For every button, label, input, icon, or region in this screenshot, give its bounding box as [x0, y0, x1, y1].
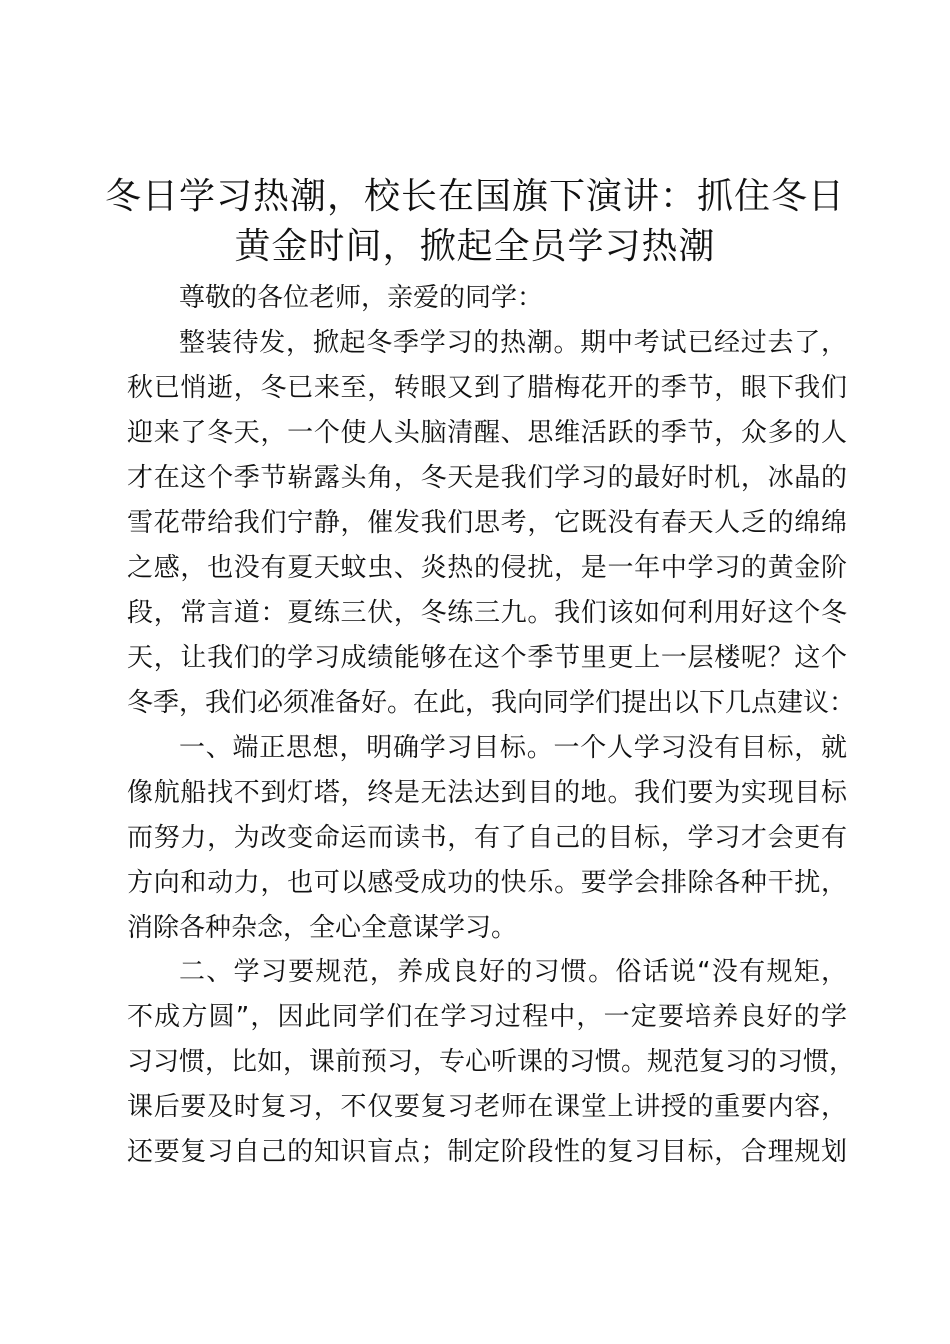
paragraph-1-line: 段，常言道：夏练三伏，冬练三九。我们该如何利用好这个冬 — [127, 598, 847, 628]
paragraph-1-line: 整装待发，掀起冬季学习的热潮。期中考试已经过去了， — [179, 328, 847, 358]
paragraph-3-line: 习习惯，比如，课前预习，专心听课的习惯。规范复习的习惯， — [127, 1047, 856, 1077]
paragraph-2-line: 而努力，为改变命运而读书，有了自己的目标，学习才会更有 — [127, 823, 847, 853]
paragraph-3-line: 不成方圆”，因此同学们在学习过程中，一定要培养良好的学 — [127, 1002, 847, 1032]
paragraph-1-line: 冬季，我们必须准备好。在此，我向同学们提出以下几点建议： — [127, 688, 856, 718]
paragraph-1-line: 天，让我们的学习成绩能够在这个季节里更上一层楼呢？这个 — [127, 643, 847, 673]
paragraph-2-line: 一、端正思想，明确学习目标。一个人学习没有目标，就 — [179, 733, 847, 763]
paragraph-1-line: 迎来了冬天，一个使人头脑清醒、思维活跃的季节，众多的人 — [127, 418, 847, 448]
document-title-line-2: 黄金时间，掀起全员学习热潮 — [234, 226, 716, 267]
paragraph-1-line: 秋已悄逝，冬已来至，转眼又到了腊梅花开的季节，眼下我们 — [127, 373, 847, 403]
paragraph-2-line: 像航船找不到灯塔，终是无法达到目的地。我们要为实现目标 — [127, 778, 847, 808]
salutation: 尊敬的各位老师，亲爱的同学： — [179, 283, 544, 313]
paragraph-1-line: 才在这个季节崭露头角，冬天是我们学习的最好时机，冰晶的 — [127, 463, 847, 493]
document-title-line-1: 冬日学习热潮，校长在国旗下演讲：抓住冬日 — [104, 176, 845, 217]
paragraph-2-line: 方向和动力，也可以感受成功的快乐。要学会排除各种干扰， — [127, 868, 847, 898]
paragraph-3-line: 还要复习自己的知识盲点；制定阶段性的复习目标，合理规划 — [127, 1137, 847, 1167]
paragraph-3-line: 课后要及时复习，不仅要复习老师在课堂上讲授的重要内容， — [127, 1092, 847, 1122]
paragraph-3-line: 二、学习要规范，养成良好的习惯。俗话说“没有规矩， — [179, 957, 847, 987]
paragraph-1-line: 雪花带给我们宁静，催发我们思考，它既没有春天人乏的绵绵 — [127, 508, 847, 538]
paragraph-1-line: 之感，也没有夏天蚊虫、炎热的侵扰，是一年中学习的黄金阶 — [127, 553, 847, 583]
paragraph-2-line: 消除各种杂念，全心全意谋学习。 — [127, 913, 518, 943]
